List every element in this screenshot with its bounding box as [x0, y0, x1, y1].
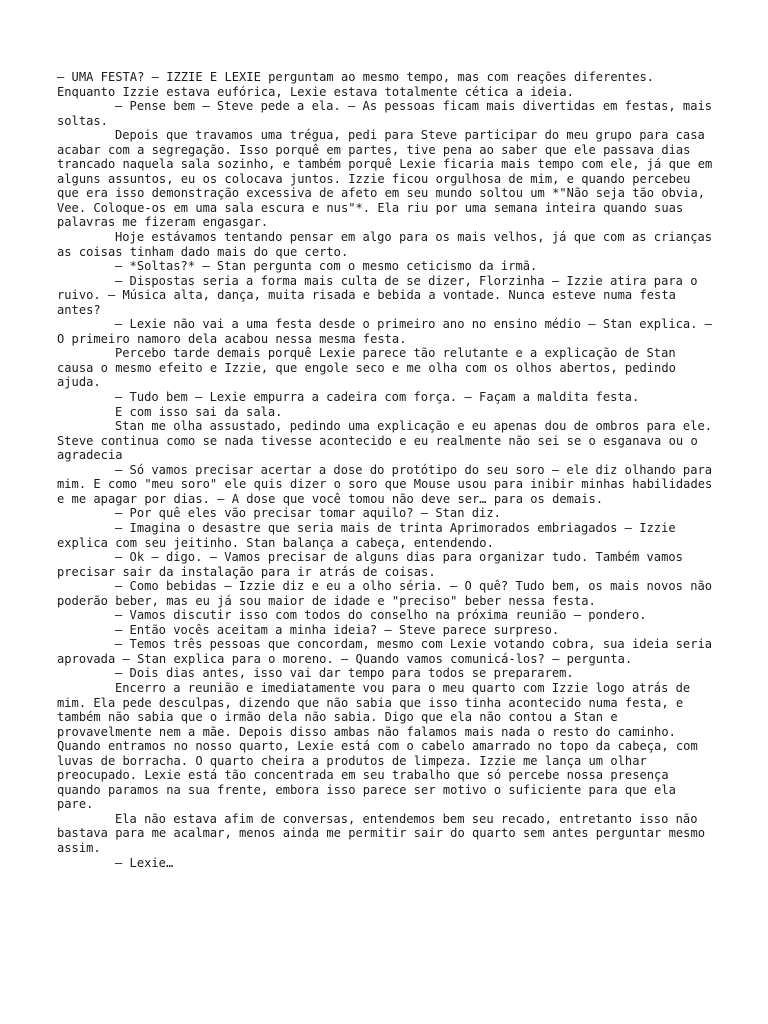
paragraph: — Temos três pessoas que concordam, mesmo com Lexie votando cobra, sua ideia seria aprovada — Stan explica para o moreno. — Quando vamos comunicá-los? — pergunta. — [57, 637, 713, 666]
paragraph: — Tudo bem — Lexie empurra a cadeira com força. — Façam a maldita festa. — [115, 390, 640, 405]
paragraph: — Imagina o desastre que seria mais de trinta Aprimorados embriagados — Izzie explica com seu jeitinho. Stan balança a cabeça, entendendo. — [57, 520, 676, 550]
paragraph: — Lexie… — [115, 855, 174, 870]
paragraph: Stan me olha assustado, pedindo uma explicação e eu apenas dou de ombros para ele. Steve continua como se nada tivesse acontecido e eu realmente não sei se o esganava ou o agradecia — [57, 419, 713, 463]
paragraph: — Lexie não vai a uma festa desde o primeiro ano no ensino médio — Stan explica. — O primeiro namoro dela acabou nessa mesma festa. — [57, 317, 713, 346]
paragraph: Percebo tarde demais porquê Lexie parece tão relutante e a explicação de Stan causa o mesmo efeito e Izzie, que engole seco e me olha com os olhos abertos, pedindo ajuda. — [57, 346, 676, 390]
paragraph: Depois que travamos uma trégua, pedi para Steve participar do meu grupo para casa acabar com a segregação. Isso porquê em partes, tive pena ao saber que ele passava dias trancado naquela sala sozinho, e também porquê Lexie ficaria mais tempo com ele, já que em alguns assuntos, eu os colocava juntos. Izzie ficou orgulhosa de mim, e quando percebeu que era isso demonstração excessiva de afeto em seu mundo soltou um *"Não seja tão obvia, Vee. Coloque-os em uma sala escura e nus"*. Ela riu por uma semana inteira quando suas palavras me fizeram engasgar. — [57, 128, 713, 230]
paragraph: Encerro a reunião e imediatamente vou para o meu quarto com Izzie logo atrás de mim. Ela pede desculpas, dizendo que não sabia que isso tinha acontecido numa festa, e também não sabia que o irmão dela não sabia. Digo que ela não contou a Stan e provavelmente nem a mãe. Depois disso ambas não falamos mais nada o resto do caminho. Quando entramos no nosso quarto, Lexie está com o cabelo amarrado no topo da cabeça, com luvas de borracha. O quarto cheira a produtos de limpeza. Izzie me lança um olhar preocupado. Lexie está tão concentrada em seu trabalho que só percebe nossa presença quando paramos na sua frente, embora isso parece ser motivo o suficiente para que ela pare. — [57, 680, 698, 812]
paragraph: Hoje estávamos tentando pensar em algo para os mais velhos, já que com as crianças as coisas tinham dado mais do que certo. — [57, 230, 713, 259]
document-page — [57, 70, 717, 870]
paragraph: — Vamos discutir isso com todos do conselho na próxima reunião — pondero. — [115, 608, 647, 623]
paragraph: Ela não estava afim de conversas, entendemos bem seu recado, entretanto isso não bastava para me acalmar, menos ainda me permitir sair do quarto sem antes perguntar mesmo assim. — [57, 811, 706, 855]
paragraph: E com isso sai da sala. — [115, 404, 283, 419]
paragraph: — UMA FESTA? — IZZIE E LEXIE perguntam ao mesmo tempo, mas com reações diferentes. Enquanto Izzie estava eufórica, Lexie estava totalmente cética a ideia. — [57, 70, 655, 99]
paragraph: — Como bebidas — Izzie diz e eu a olho séria. — O quê? Tudo bem, os mais novos não poderão beber, mas eu já sou maior de idade e "preciso" beber nessa festa. — [57, 579, 713, 608]
paragraph: — Dispostas seria a forma mais culta de se dizer, Florzinha — Izzie atira para o ruivo. — Música alta, dança, muita risada e bebida a vontade. Nunca esteve numa festa antes? — [57, 273, 698, 317]
paragraph: — Pense bem — Steve pede a ela. — As pessoas ficam mais divertidas em festas, mais soltas. — [57, 99, 713, 128]
paragraph: — Então vocês aceitam a minha ideia? — Steve parece surpreso. — [115, 622, 560, 637]
paragraph: — Só vamos precisar acertar a dose do protótipo do seu soro — ele diz olhando para mim. E como "meu soro" ele quis dizer o soro que Mouse usou para inibir minhas habilidades e me apagar por dias. — A dose que você tomou não deve ser… para os demais. — [57, 462, 713, 506]
paragraph: — Ok — digo. — Vamos precisar de alguns dias para organizar tudo. Também vamos precisar sair da instalação para ir atrás de coisas. — [57, 550, 683, 579]
paragraph: — Por quê eles vão precisar tomar aquilo? — Stan diz. — [115, 506, 501, 521]
paragraph: — *Soltas?* — Stan pergunta com o mesmo ceticismo da irmã. — [115, 259, 538, 274]
paragraph: — Dois dias antes, isso vai dar tempo para todos se prepararem. — [115, 666, 574, 681]
